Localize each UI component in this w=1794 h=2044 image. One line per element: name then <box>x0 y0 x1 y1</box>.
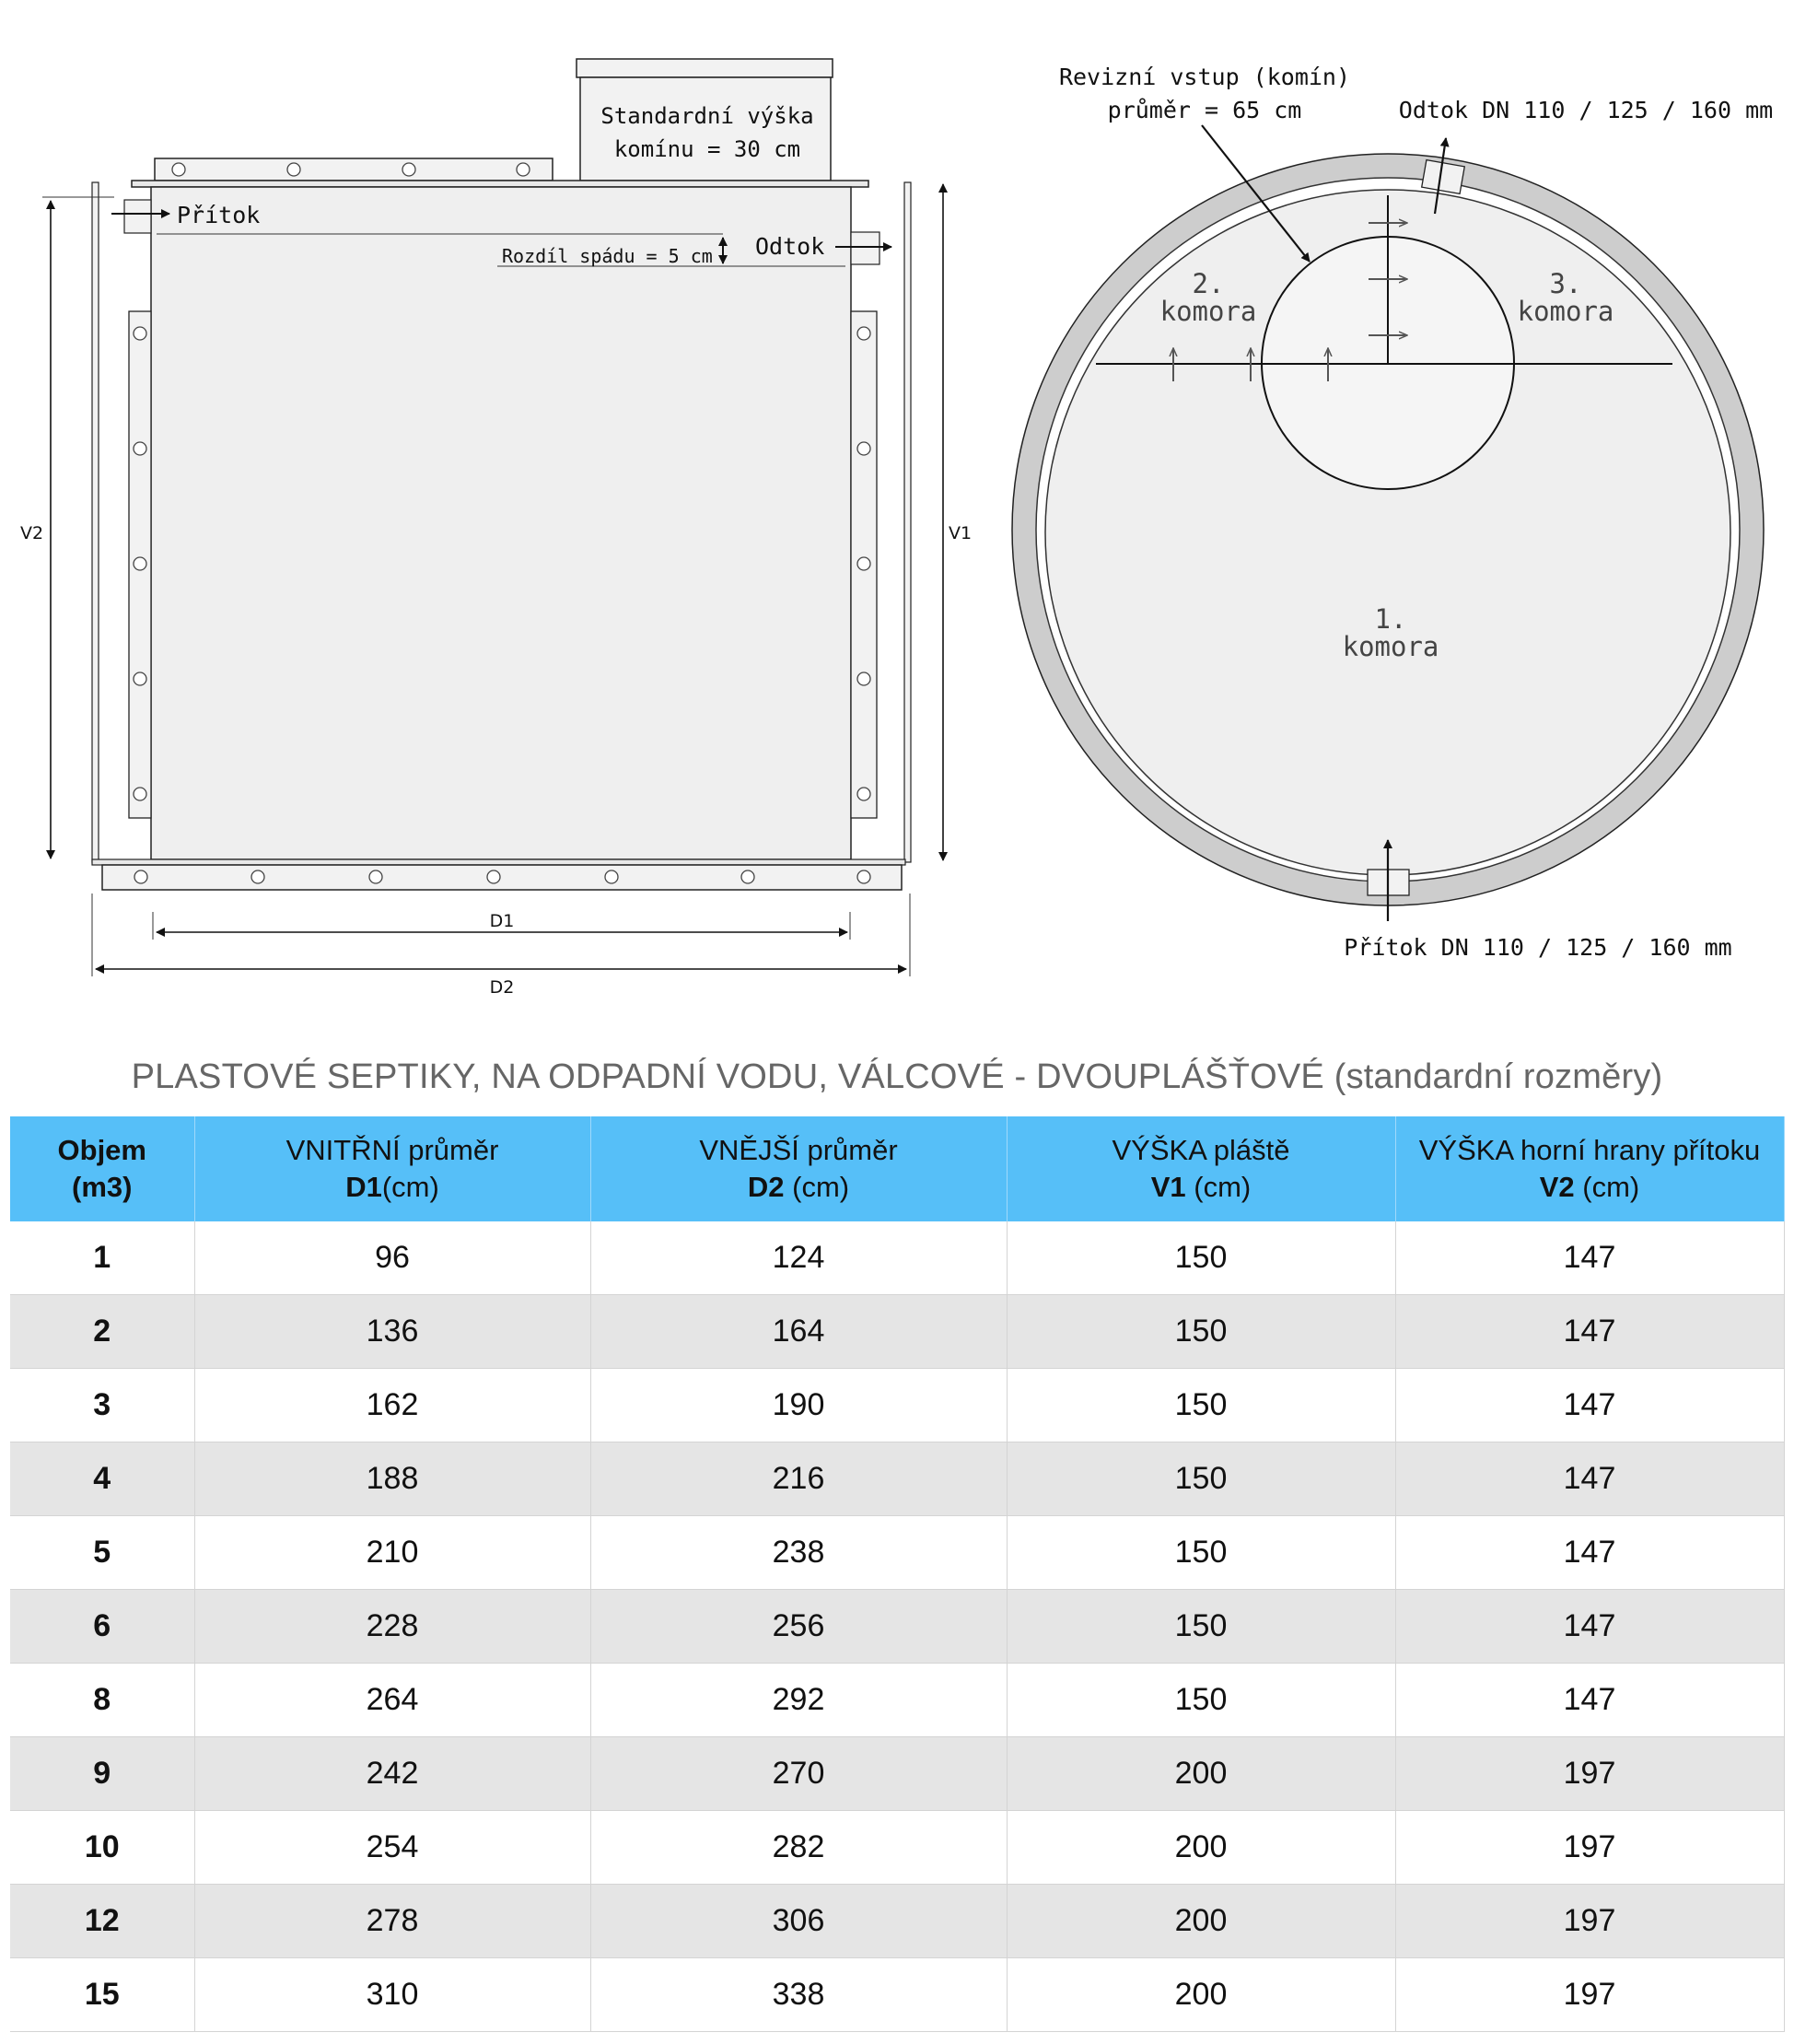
header-volume <box>10 1116 194 1221</box>
top-lid <box>132 181 868 187</box>
table-row <box>10 1516 1784 1590</box>
v1-label: V1 <box>949 523 973 543</box>
cell-inner-diameter: 228 <box>194 1590 590 1664</box>
cell-inner-diameter: 96 <box>194 1221 590 1295</box>
header-outer-diameter <box>590 1116 1007 1221</box>
cell-shell-height: 150 <box>1007 1516 1395 1590</box>
header-inflow-height-unit: (cm) <box>1574 1171 1640 1203</box>
tank-body <box>151 187 851 859</box>
cell-outer-diameter: 270 <box>590 1737 1007 1811</box>
cell-shell-height: 150 <box>1007 1295 1395 1369</box>
cell-shell-height: 150 <box>1007 1221 1395 1295</box>
header-shell-height-symbol: V1 <box>1150 1171 1186 1203</box>
outer-wall-right <box>904 182 911 862</box>
cell-outer-diameter: 124 <box>590 1221 1007 1295</box>
outflow-stub <box>1422 160 1465 194</box>
header-shell-height-unit: (cm) <box>1185 1171 1252 1203</box>
cell-shell-height: 150 <box>1007 1590 1395 1664</box>
cell-inflow-height: 147 <box>1395 1664 1784 1737</box>
side-view <box>20 59 972 998</box>
table-row <box>10 1811 1784 1885</box>
cell-inner-diameter: 310 <box>194 1958 590 2032</box>
outflow-pipe-stub <box>851 232 880 264</box>
table-row <box>10 1295 1784 1369</box>
inflow-label: Přítok <box>177 202 261 228</box>
header-shell-height-line1: VÝŠKA pláště <box>1112 1134 1290 1166</box>
chamber3-word: komora <box>1517 296 1614 327</box>
dimensions-table <box>10 1116 1785 2032</box>
header-shell-height <box>1007 1116 1395 1221</box>
header-outer-diameter-unit: (cm) <box>784 1171 850 1203</box>
chimney <box>580 77 831 181</box>
d1-label: D1 <box>489 911 515 931</box>
outer-wall-left <box>92 182 99 862</box>
cell-inner-diameter: 254 <box>194 1811 590 1885</box>
cell-inflow-height: 197 <box>1395 1737 1784 1811</box>
header-inflow-height-line1: VÝŠKA horní hrany přítoku <box>1418 1134 1761 1166</box>
chamber2-word: komora <box>1159 296 1257 327</box>
header-outer-diameter-symbol: D2 <box>747 1171 785 1203</box>
cell-volume: 4 <box>10 1442 194 1516</box>
d2-label: D2 <box>489 977 515 998</box>
header-inner-diameter-unit: (cm) <box>381 1171 439 1203</box>
top-flange <box>155 158 553 181</box>
cell-outer-diameter: 338 <box>590 1958 1007 2032</box>
cell-inner-diameter: 136 <box>194 1295 590 1369</box>
v2-label: V2 <box>20 523 44 543</box>
cell-volume: 6 <box>10 1590 194 1664</box>
cell-outer-diameter: 292 <box>590 1664 1007 1737</box>
header-inner-diameter-line1: VNITŘNÍ průměr <box>285 1134 499 1166</box>
cell-shell-height: 200 <box>1007 1885 1395 1958</box>
chimney-label-line2: komínu = 30 cm <box>613 136 801 162</box>
cell-volume: 8 <box>10 1664 194 1737</box>
cell-outer-diameter: 256 <box>590 1590 1007 1664</box>
cell-inner-diameter: 242 <box>194 1737 590 1811</box>
drop-label: Rozdíl spádu = 5 cm <box>502 245 713 267</box>
cell-outer-diameter: 164 <box>590 1295 1007 1369</box>
outflow-dn-label: Odtok DN 110 / 125 / 160 mm <box>1398 97 1774 123</box>
cell-inflow-height: 197 <box>1395 1958 1784 2032</box>
cell-outer-diameter: 306 <box>590 1885 1007 1958</box>
table-body <box>10 1221 1784 2032</box>
header-inner-diameter <box>194 1116 590 1221</box>
cell-inflow-height: 197 <box>1395 1811 1784 1885</box>
chimney-cap <box>577 59 833 77</box>
cell-shell-height: 150 <box>1007 1664 1395 1737</box>
cell-inflow-height: 147 <box>1395 1369 1784 1442</box>
cell-volume: 3 <box>10 1369 194 1442</box>
table-header-row <box>10 1116 1784 1221</box>
top-view <box>1012 64 1773 961</box>
chamber1-number: 1. <box>1374 603 1407 635</box>
header-volume-symbol: (m3) <box>72 1171 133 1203</box>
header-inflow-height-symbol: V2 <box>1539 1171 1575 1203</box>
cell-inner-diameter: 278 <box>194 1885 590 1958</box>
cell-inner-diameter: 210 <box>194 1516 590 1590</box>
table-row <box>10 1885 1784 1958</box>
cell-outer-diameter: 282 <box>590 1811 1007 1885</box>
chamber2-number: 2. <box>1192 268 1225 299</box>
table-title: PLASTOVÉ SEPTIKY, NA ODPADNÍ VODU, VÁLCOVÉ - DVOUPLÁŠŤOVÉ (standardní rozměry) <box>131 1057 1663 1096</box>
chamber3-number: 3. <box>1549 268 1582 299</box>
cell-volume: 1 <box>10 1221 194 1295</box>
inflow-pipe-stub <box>124 200 151 233</box>
cell-inner-diameter: 264 <box>194 1664 590 1737</box>
cell-shell-height: 150 <box>1007 1442 1395 1516</box>
inflow-dn-label: Přítok DN 110 / 125 / 160 mm <box>1344 934 1732 961</box>
cell-inflow-height: 147 <box>1395 1442 1784 1516</box>
cell-volume: 2 <box>10 1295 194 1369</box>
cell-volume: 9 <box>10 1737 194 1811</box>
header-volume-line1: Objem <box>57 1134 146 1166</box>
cell-volume: 5 <box>10 1516 194 1590</box>
inspection-label-line1: Revizní vstup (komín) <box>1058 64 1351 90</box>
cell-shell-height: 150 <box>1007 1369 1395 1442</box>
bottom-base-top <box>92 859 905 865</box>
cell-shell-height: 200 <box>1007 1737 1395 1811</box>
outflow-label: Odtok <box>755 233 825 260</box>
inspection-label-line2: průměr = 65 cm <box>1107 97 1302 123</box>
cell-volume: 15 <box>10 1958 194 2032</box>
cell-inner-diameter: 188 <box>194 1442 590 1516</box>
chimney-label-line1: Standardní výška <box>600 103 814 129</box>
cell-inflow-height: 197 <box>1395 1885 1784 1958</box>
cell-inner-diameter: 162 <box>194 1369 590 1442</box>
header-inflow-height <box>1395 1116 1784 1221</box>
table-row <box>10 1664 1784 1737</box>
table-row <box>10 1369 1784 1442</box>
septic-tank-diagram <box>0 0 1794 1013</box>
table-row <box>10 1221 1784 1295</box>
cell-shell-height: 200 <box>1007 1958 1395 2032</box>
header-outer-diameter-line1: VNĚJŠÍ průměr <box>699 1134 898 1166</box>
table-row <box>10 1958 1784 2032</box>
bottom-base <box>102 865 902 890</box>
chamber1-word: komora <box>1342 631 1439 662</box>
cell-inflow-height: 147 <box>1395 1590 1784 1664</box>
cell-shell-height: 200 <box>1007 1811 1395 1885</box>
cell-volume: 10 <box>10 1811 194 1885</box>
cell-outer-diameter: 190 <box>590 1369 1007 1442</box>
cell-outer-diameter: 238 <box>590 1516 1007 1590</box>
table-row <box>10 1442 1784 1516</box>
table-row <box>10 1590 1784 1664</box>
header-inner-diameter-symbol: D1 <box>345 1171 382 1203</box>
cell-inflow-height: 147 <box>1395 1221 1784 1295</box>
table-row <box>10 1737 1784 1811</box>
cell-inflow-height: 147 <box>1395 1295 1784 1369</box>
cell-volume: 12 <box>10 1885 194 1958</box>
cell-outer-diameter: 216 <box>590 1442 1007 1516</box>
cell-inflow-height: 147 <box>1395 1516 1784 1590</box>
